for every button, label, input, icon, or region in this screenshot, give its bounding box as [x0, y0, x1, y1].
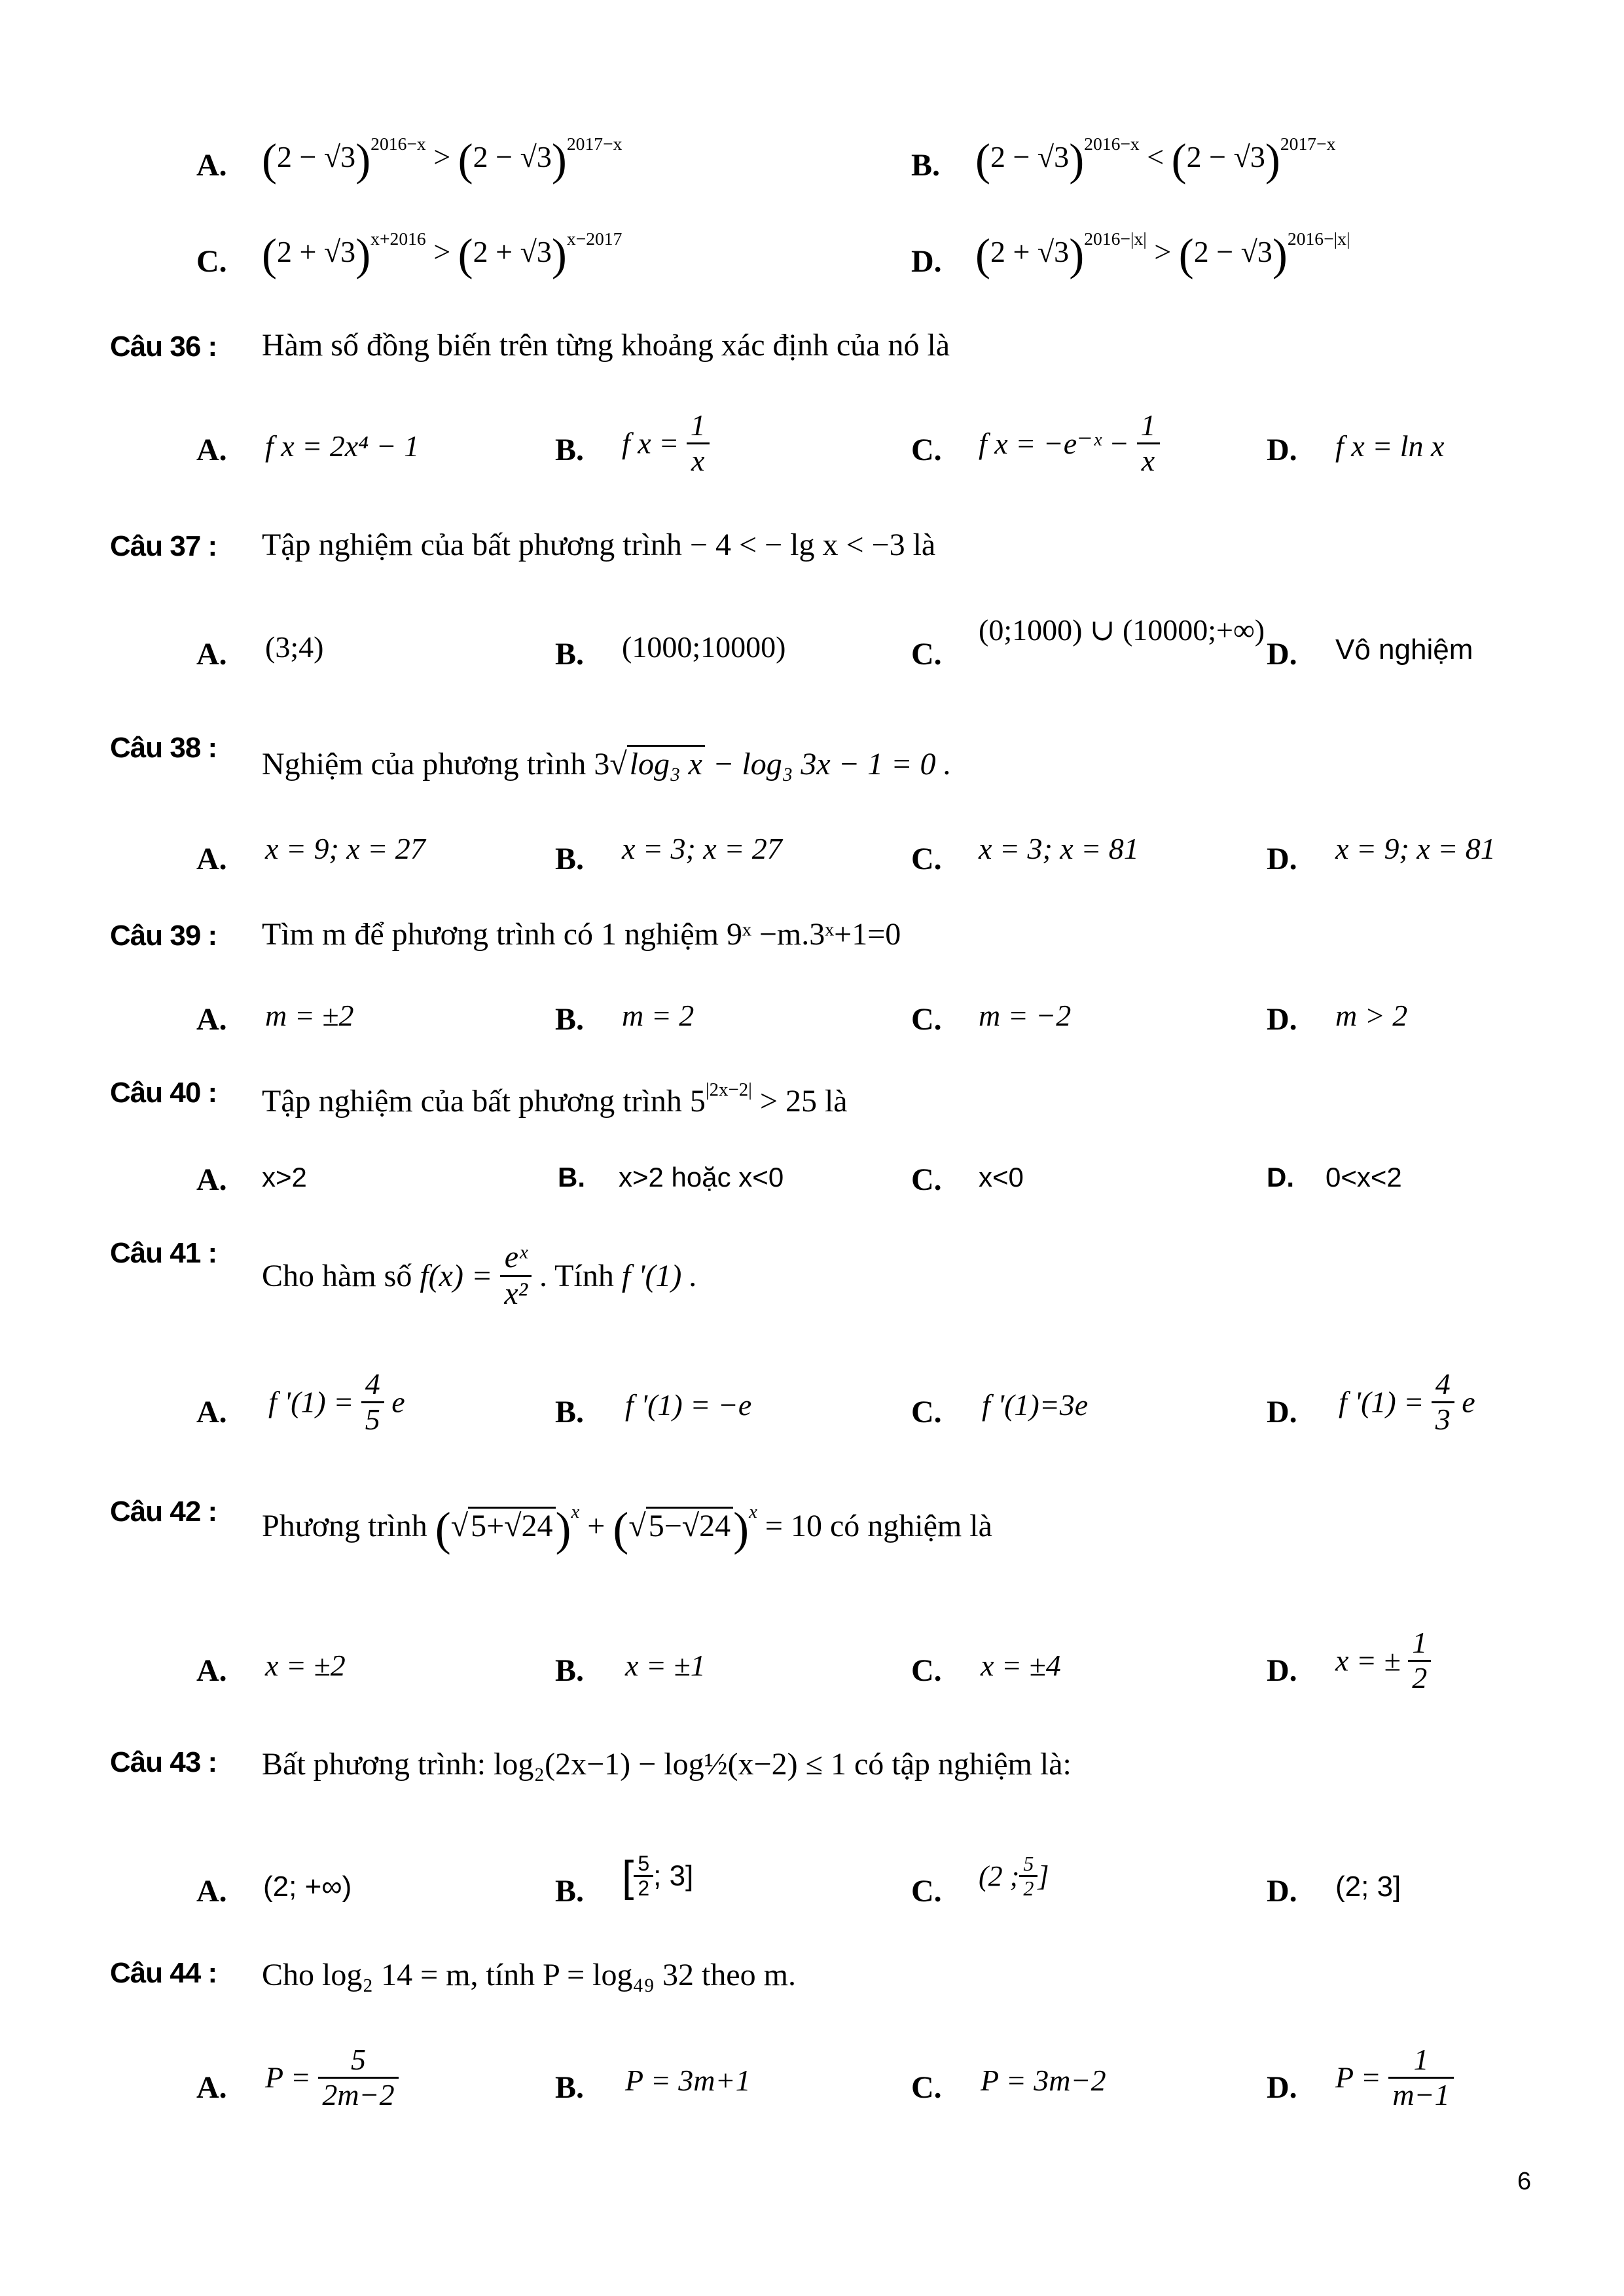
q43-label: Câu 43 :	[110, 1746, 217, 1778]
q38-label-b: B.	[555, 842, 585, 876]
q39-label-c: C.	[911, 1002, 942, 1037]
q36-label: Câu 36 :	[110, 331, 217, 363]
q44-label-a: A.	[196, 2070, 227, 2105]
q39-option-d: m > 2	[1335, 999, 1408, 1032]
q36-label-d: D.	[1267, 433, 1297, 467]
q43-option-a: (2; +∞)	[263, 1871, 352, 1903]
q37-option-c: (0;1000) ∪ (10000;+∞)	[979, 613, 1265, 647]
q42-stem: Phương trình $(√5+√24)^x + (√5-√24)^x = 10$ có nghiệm là	[262, 1501, 992, 1555]
q37-label-a: A.	[196, 637, 227, 672]
q39-label-d: D.	[1267, 1002, 1297, 1037]
q36-label-b: B.	[555, 433, 585, 467]
q40-option-d: 0<x<2	[1326, 1162, 1402, 1193]
q42-option-b: x = ±1	[625, 1649, 706, 1682]
q42-option-a: x = ±2	[265, 1649, 346, 1682]
q37-label: Câu 37 :	[110, 530, 217, 562]
q38-stem: Nghiệm của phương trình 3√log₃ x − log₃ 3x − 1 = 0 .	[262, 746, 951, 782]
q41-option-c: f '(1)=3e	[982, 1388, 1089, 1422]
q41-option-b: f '(1) = −e	[625, 1388, 752, 1422]
q36-option-d: f x = ln x	[1335, 429, 1445, 463]
q37-label-c: C.	[911, 637, 942, 672]
q42-label-d: D.	[1267, 1653, 1297, 1688]
q39-label-a: A.	[196, 1002, 227, 1037]
q35-label-c: C.	[196, 244, 227, 279]
q35-label-b: B.	[911, 148, 941, 183]
q42-option-d: x = ± $\frac{1}{2}$	[1335, 1626, 1431, 1695]
q44-stem: Cho log₂ 14 = m, tính P = log₄₉ 32 theo m.	[262, 1958, 796, 1992]
q38-label: Câu 38 :	[110, 732, 217, 764]
q35-option-d: $(2 + √3)^{2016-|x|} > (2 - √3)^{2016-|x|}$	[975, 228, 1350, 279]
q44-option-d: P = $\frac{1}{m-1}$	[1335, 2043, 1454, 2111]
q37-option-a: (3;4)	[265, 630, 324, 664]
q41-stem: Cho hàm số f(x) = $\frac{\text{eˣ}}{\text{x²}}$ . Tính f '(1) .	[262, 1240, 698, 1311]
q39-label: Câu 39 :	[110, 920, 217, 952]
q40-label: Câu 40 :	[110, 1077, 217, 1109]
q38-option-d: x = 9; x = 81	[1335, 832, 1496, 865]
q37-label-d: D.	[1267, 637, 1297, 672]
q44-option-c: P = 3m−2	[981, 2064, 1106, 2097]
q39-option-c: m = −2	[979, 999, 1072, 1032]
q37-option-b: (1000;10000)	[622, 630, 786, 664]
q36-option-a: f x = 2x⁴ − 1	[265, 429, 420, 463]
q35-option-c: $(2 + √3)^{x+2016} > (2 + √3)^{x-2017}$	[262, 228, 623, 279]
q40-label-d: D.	[1267, 1162, 1294, 1193]
q44-option-b: P = 3m+1	[625, 2064, 751, 2097]
q40-label-c: C.	[911, 1162, 942, 1197]
q43-label-a: A.	[196, 1874, 227, 1909]
q39-option-a: m = ±2	[265, 999, 354, 1032]
q37-stem: Tập nghiệm của bất phương trình − 4 < − lg x < −3 là	[262, 528, 936, 562]
q44-label-b: B.	[555, 2070, 585, 2105]
q40-label-a: A.	[196, 1162, 227, 1197]
q36-stem: Hàm số đồng biến trên từng khoảng xác định của nó là	[262, 328, 950, 363]
q41-label-d: D.	[1267, 1395, 1297, 1429]
q43-option-d: (2; 3]	[1335, 1871, 1401, 1903]
q35-option-b: $(2 - √3)^{2016-x} < (2 - √3)^{2017-x}$	[975, 134, 1336, 185]
q41-label-b: B.	[555, 1395, 585, 1429]
q43-option-c: (2 ; $\frac{5}{2}$ ]	[979, 1852, 1049, 1901]
q38-label-d: D.	[1267, 842, 1297, 876]
q37-option-d: Vô nghiệm	[1335, 634, 1473, 666]
q39-stem: Tìm m để phương trình có 1 nghiệm 9ˣ −m.3ˣ+1=0	[262, 917, 901, 952]
page-number: 6	[1517, 2168, 1532, 2195]
q36-option-b: f x = $\frac{1}{x}$	[622, 409, 710, 477]
q43-label-d: D.	[1267, 1874, 1297, 1909]
q38-option-c: x = 3; x = 81	[979, 832, 1139, 865]
q42-label: Câu 42 :	[110, 1496, 217, 1528]
q44-label: Câu 44 :	[110, 1957, 217, 1989]
q43-label-b: B.	[555, 1874, 585, 1909]
q40-label-b: B.	[558, 1162, 585, 1193]
q38-option-a: x = 9; x = 27	[265, 832, 425, 865]
q42-label-a: A.	[196, 1653, 227, 1688]
q43-option-b: [ $\frac{5}{2}$ ; 3]	[622, 1852, 694, 1901]
q41-label-a: A.	[196, 1395, 227, 1429]
q41-label-c: C.	[911, 1395, 942, 1429]
q41-option-d: f '(1) = $\frac{4}{3}$ e	[1339, 1367, 1475, 1436]
q35-option-a: $(2 - √3)^{2016-x} > (2 - √3)^{2017-x}$	[262, 134, 623, 185]
q44-label-c: C.	[911, 2070, 942, 2105]
q44-option-a: P = $\frac{5}{2m-2}$	[265, 2043, 399, 2111]
q38-label-a: A.	[196, 842, 227, 876]
q44-label-d: D.	[1267, 2070, 1297, 2105]
q36-label-c: C.	[911, 433, 942, 467]
q42-label-b: B.	[555, 1653, 585, 1688]
q40-option-b: x>2 hoặc x<0	[619, 1162, 784, 1193]
q41-option-a: f '(1) = $\frac{4}{5}$ e	[268, 1367, 405, 1436]
q43-stem: Bất phương trình: log₂(2x−1) − log½(x−2) ≤ 1 có tập nghiệm là:	[262, 1747, 1072, 1782]
q41-label: Câu 41 :	[110, 1237, 217, 1269]
q35-label-d: D.	[911, 244, 942, 279]
q42-option-c: x = ±4	[981, 1649, 1061, 1682]
q38-option-b: x = 3; x = 27	[622, 832, 782, 865]
q36-option-c: f x = −e⁻ˣ − $\frac{1}{x}$	[979, 409, 1160, 477]
q36-label-a: A.	[196, 433, 227, 467]
q40-option-c: x<0	[979, 1162, 1024, 1193]
q37-label-b: B.	[555, 637, 585, 672]
q39-label-b: B.	[555, 1002, 585, 1037]
q40-option-a: x>2	[262, 1162, 307, 1193]
q38-label-c: C.	[911, 842, 942, 876]
q40-stem: Tập nghiệm của bất phương trình $5^{|2x-2|} > 25$ là	[262, 1079, 848, 1119]
q42-label-c: C.	[911, 1653, 942, 1688]
q35-label-a: A.	[196, 148, 227, 183]
q39-option-b: m = 2	[622, 999, 695, 1032]
q43-label-c: C.	[911, 1874, 942, 1909]
